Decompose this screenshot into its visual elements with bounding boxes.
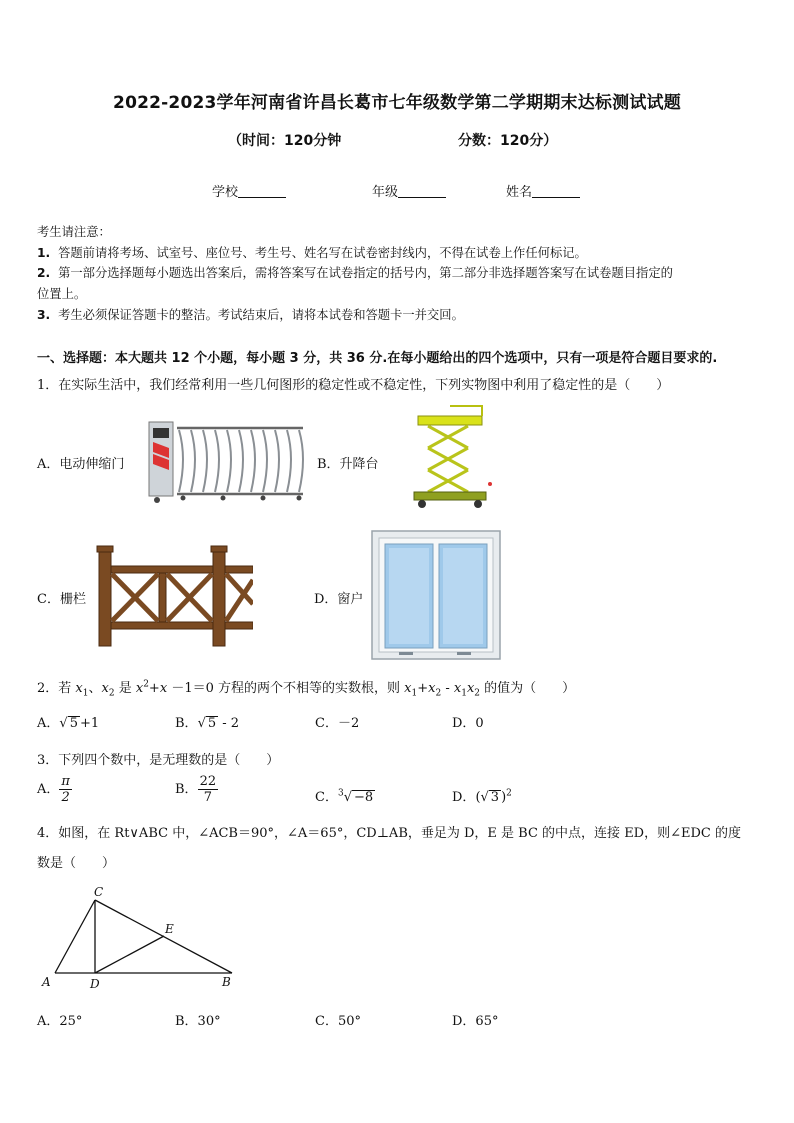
label-b: B bbox=[222, 975, 231, 989]
window-image bbox=[371, 530, 501, 660]
radicand: 5 bbox=[69, 716, 78, 731]
label-d: D bbox=[90, 977, 100, 991]
denominator: 2 bbox=[61, 790, 70, 805]
fence-image bbox=[95, 544, 253, 648]
option-label: C． bbox=[315, 790, 338, 805]
school-blank[interactable] bbox=[238, 185, 286, 198]
notice-text: 第一部分选择题每小题选出答案后，需将答案写在试卷指定的括号内，第二部分非选择题答案写在试卷题目指定的 bbox=[58, 266, 673, 280]
q2-option-a[interactable]: A．√ 5 +1 bbox=[37, 716, 100, 731]
q1-stem: 1．在实际生活中，我们经常利用一些几何图形的稳定性或不稳定性，下列实物图中利用了稳定性的是（ ） bbox=[37, 378, 670, 393]
q2-text: 、 bbox=[88, 681, 102, 696]
q4-option-c[interactable]: C．50° bbox=[315, 1014, 361, 1029]
q1-option-c[interactable]: C．栅栏 bbox=[37, 592, 86, 607]
q3-option-c[interactable]: C．$^3$√ −8 bbox=[315, 788, 374, 805]
grade-field bbox=[372, 181, 446, 200]
radicand: −8 bbox=[353, 790, 374, 805]
q4-option-d[interactable]: D．65° bbox=[452, 1014, 499, 1029]
root-index: 3 bbox=[337, 788, 344, 799]
notice-text: 答题前请将考场、试室号、座位号、考生号、姓名写在试卷密封线内，不得在试卷上作任何标记。 bbox=[58, 246, 587, 260]
q3-option-d[interactable]: D．(√ 3 )$^2$ bbox=[452, 788, 512, 805]
numerator: π bbox=[61, 774, 70, 789]
option-label: B． bbox=[175, 716, 198, 731]
option-label: B． bbox=[175, 782, 198, 797]
q2-option-b[interactable]: B．√ 5 - 2 bbox=[175, 716, 240, 731]
exam-score: 分数：120分） bbox=[458, 133, 558, 149]
q2-text: 的值为（ ） bbox=[480, 681, 576, 696]
name-field bbox=[506, 181, 580, 200]
q4-option-a[interactable]: A．25° bbox=[37, 1014, 83, 1029]
q4-stem-line2: 数是（ ） bbox=[37, 856, 116, 871]
option-tail: - 2 bbox=[218, 716, 240, 731]
notice-item-3 bbox=[37, 305, 464, 325]
option-label: D． bbox=[452, 790, 476, 805]
q2-text: 2．若 bbox=[37, 681, 76, 696]
notice-number: 1. bbox=[37, 246, 51, 260]
retractable-gate-image bbox=[143, 418, 313, 506]
triangle-figure bbox=[36, 884, 246, 994]
page-title: 2022-2023学年河南省许昌长葛市七年级数学第二学期期末达标测试试题 bbox=[113, 93, 681, 113]
numerator: 22 bbox=[199, 774, 217, 789]
q2-text: 是 bbox=[114, 681, 136, 696]
label-a: A bbox=[42, 975, 51, 989]
segment-ac bbox=[55, 900, 95, 973]
option-label: A． bbox=[37, 782, 60, 797]
option-label: A． bbox=[37, 716, 60, 731]
school-field bbox=[212, 181, 286, 200]
grade-blank[interactable] bbox=[398, 185, 446, 198]
q3-option-b[interactable] bbox=[175, 774, 218, 805]
q4-option-b[interactable]: B．30° bbox=[175, 1014, 221, 1029]
radicand: 5 bbox=[207, 716, 217, 731]
section-heading: 一、选择题：本大题共 12 个小题，每小题 3 分，共 36 分.在每小题给出的四个选项中，只有一项是符合题目要求的. bbox=[37, 351, 718, 366]
q1-option-b[interactable]: B．升降台 bbox=[317, 457, 379, 472]
grade-label: 年级 bbox=[372, 185, 399, 200]
q2-option-c[interactable]: C．－2 bbox=[315, 716, 360, 731]
label-c: C bbox=[94, 885, 104, 899]
notice-heading: 考生请注意： bbox=[37, 225, 111, 239]
q4-stem-line1: 4．如图，在 Rt∨ABC 中，∠ACB＝90°，∠A＝65°，CD⊥AB，垂足为 D，E 是 BC 的中点，连接 ED，则∠EDC 的度 bbox=[37, 826, 741, 841]
q3-option-a[interactable] bbox=[37, 774, 72, 805]
q2-stem: 2．若 $x_1$、$x_2$ 是 $x^2+x -1=0$ 方程的两个不相等的实数根，则 $x_1+x_2 - x_1x_2$ 的值为（ ） bbox=[37, 679, 576, 699]
radicand: 3 bbox=[490, 790, 500, 805]
notice-item-1 bbox=[37, 243, 587, 263]
name-label: 姓名 bbox=[506, 185, 533, 200]
notice-number: 3. bbox=[37, 308, 51, 322]
exponent: 2 bbox=[506, 788, 512, 799]
exam-time: （时间：120分钟 bbox=[228, 133, 342, 149]
notice-item-2-cont: 位置上。 bbox=[37, 287, 87, 301]
q1-option-a[interactable]: A．电动伸缩门 bbox=[37, 457, 125, 472]
option-tail: +1 bbox=[79, 716, 100, 731]
q2-option-d[interactable]: D．0 bbox=[452, 716, 484, 731]
denominator: 7 bbox=[203, 790, 212, 805]
notice-text: 考生必须保证答题卡的整洁。考试结束后，请将本试卷和答题卡一并交回。 bbox=[58, 308, 464, 322]
q1-option-d[interactable]: D．窗户 bbox=[314, 592, 364, 607]
scissor-lift-image bbox=[404, 402, 496, 512]
school-label: 学校 bbox=[212, 185, 239, 200]
notice-item-2 bbox=[37, 263, 673, 283]
q3-stem: 3．下列四个数中，是无理数的是（ ） bbox=[37, 753, 280, 768]
name-blank[interactable] bbox=[532, 185, 580, 198]
q2-text: －1＝0 方程的两个不相等的实数根，则 bbox=[171, 681, 405, 696]
label-e: E bbox=[165, 922, 174, 936]
segment-de bbox=[95, 936, 164, 973]
notice-number: 2. bbox=[37, 266, 51, 280]
